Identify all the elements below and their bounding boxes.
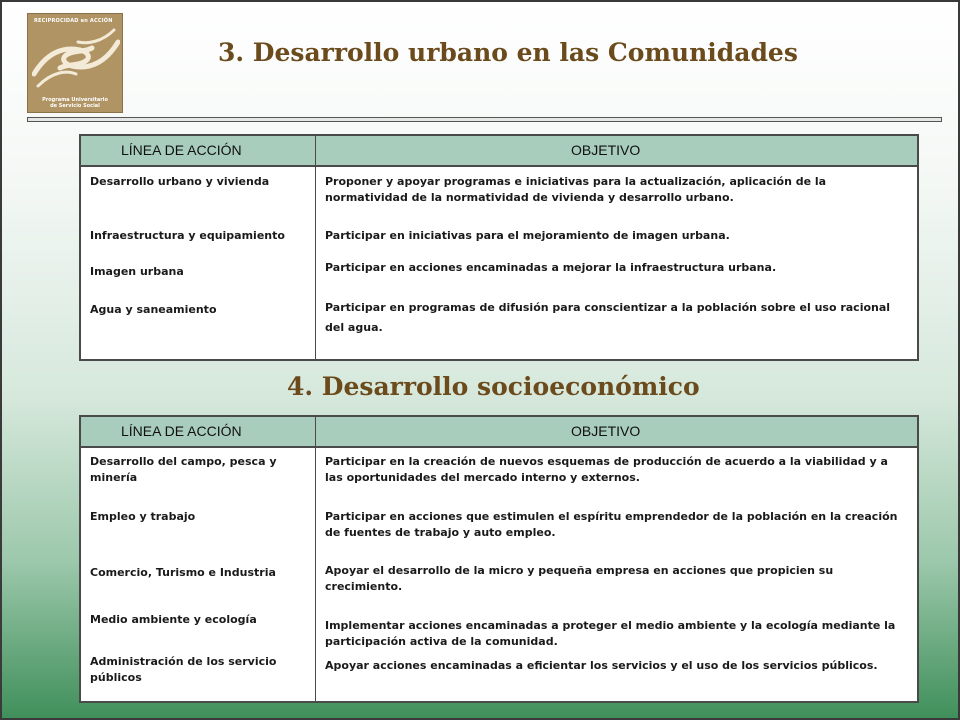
- table-cell-linea: Desarrollo del campo, pesca y minería: [90, 455, 277, 484]
- table-cell-linea: Administración de los servicio públicos: [90, 655, 277, 684]
- hands-icon: [32, 24, 120, 92]
- header-objetivo: OBJETIVO: [571, 142, 641, 158]
- logo-top-text: RECIPROCIDAD en ACCIÓN: [34, 18, 113, 24]
- table-cell-linea: Agua y saneamiento: [90, 303, 217, 316]
- table-cell-objetivo: Apoyar acciones encaminadas a eficientar los servicios y el uso de los servicios públicos.: [325, 659, 878, 672]
- title-separator: [27, 117, 942, 122]
- logo-bottom-text: [28, 97, 122, 109]
- table-cell-objetivo: Implementar acciones encaminadas a proteger el medio ambiente y la ecología mediante la participación activa de la comunidad.: [325, 619, 896, 648]
- table-header: [81, 417, 917, 448]
- table-cell-objetivo: Apoyar el desarrollo de la micro y pequeña empresa en acciones que propicien su crecimiento.: [325, 564, 834, 593]
- header-objetivo: OBJETIVO: [571, 423, 641, 439]
- table-cell-objetivo: Participar en acciones que estimulen el espíritu emprendedor de la población en la creación de fuentes de trabajo y auto empleo.: [325, 510, 898, 539]
- logo-bottom-line1: Programa Universitario: [42, 97, 108, 103]
- table-cell-linea: Empleo y trabajo: [90, 510, 196, 523]
- table-cell-objetivo: Participar en la creación de nuevos esquemas de producción de acuerdo a la viabilidad y a las oportunidades del mercado interno y externos.: [325, 455, 888, 484]
- table-cell-objetivo: Proponer y apoyar programas e iniciativas para la actualización, aplicación de la normatividad de la normatividad de vivienda y desarrollo urbano.: [325, 175, 827, 204]
- column-divider: [315, 136, 316, 359]
- table-cell-objetivo: Participar en iniciativas para el mejoramiento de imagen urbana.: [325, 229, 730, 242]
- table-cell-objetivo: Participar en programas de difusión para conscientizar a la población sobre el uso racional del agua.: [325, 301, 891, 334]
- table-header: [81, 136, 917, 167]
- socioeconomic-table: [79, 415, 919, 703]
- table-cell-linea: Desarrollo urbano y vivienda: [90, 175, 270, 188]
- urban-development-table: [79, 134, 919, 361]
- section2-title: 4. Desarrollo socioeconómico: [287, 372, 700, 401]
- header-linea: LÍNEA DE ACCIÓN: [121, 423, 242, 439]
- table-cell-linea: Medio ambiente y ecología: [90, 613, 257, 626]
- logo-bottom-line2: de Servicio Social: [50, 103, 100, 109]
- header-linea: LÍNEA DE ACCIÓN: [121, 142, 242, 158]
- section1-title: 3. Desarrollo urbano en las Comunidades: [218, 38, 798, 67]
- table-cell-linea: Comercio, Turismo e Industria: [90, 566, 276, 579]
- program-logo: [27, 13, 123, 113]
- table-cell-objetivo: Participar en acciones encaminadas a mejorar la infraestructura urbana.: [325, 261, 777, 274]
- column-divider: [315, 417, 316, 701]
- table-cell-linea: Imagen urbana: [90, 265, 184, 278]
- table-cell-linea: Infraestructura y equipamiento: [90, 229, 285, 242]
